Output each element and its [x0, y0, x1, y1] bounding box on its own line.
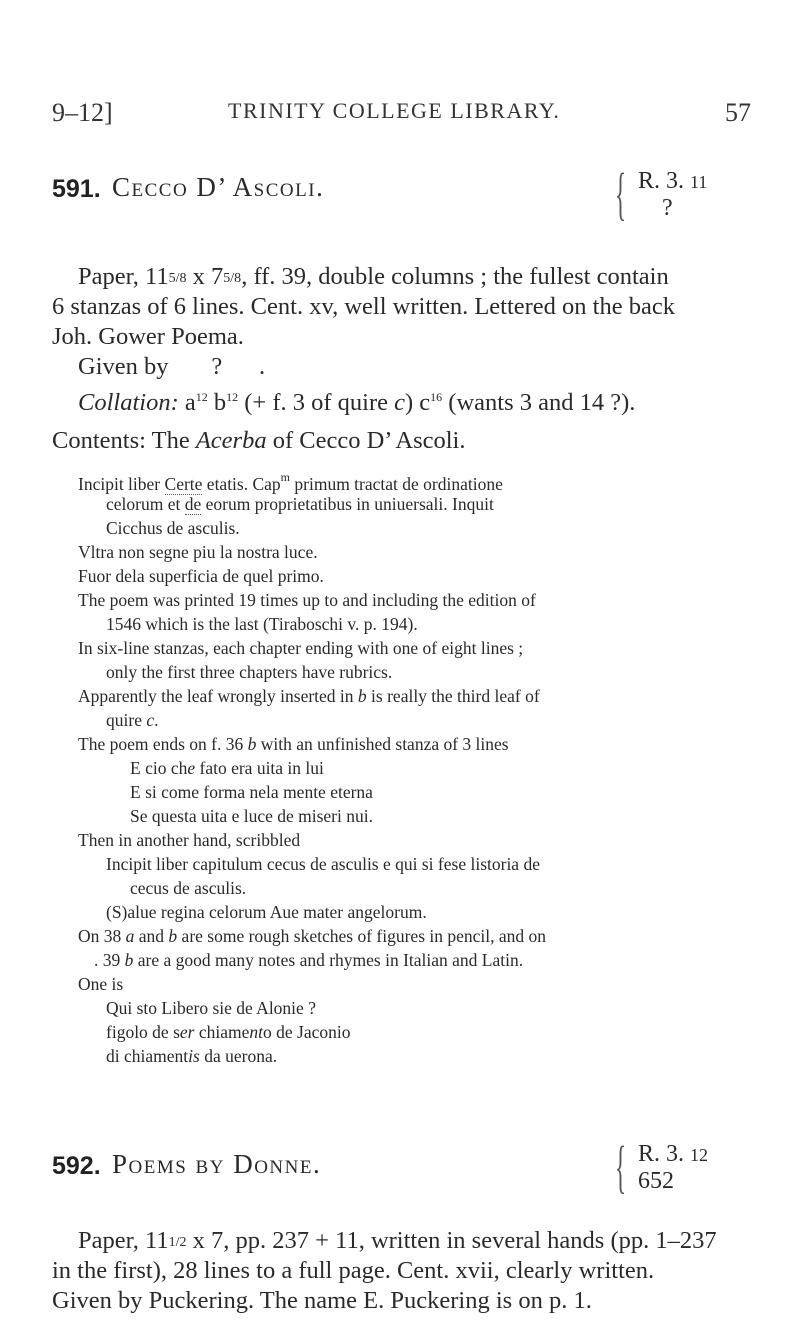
shelf-brace: { — [615, 161, 627, 226]
description-line: Joh. Gower Poema. — [52, 323, 244, 350]
entry-number: 592. — [52, 1152, 101, 1180]
description-line: Paper, 115/8 x 75/8, ff. 39, double columns ; the fullest contain — [78, 263, 669, 290]
note-line: Then in another hand, scribbled — [78, 830, 301, 850]
description-line: 6 stanzas of 6 lines. Cent. xv, well written. Lettered on the back — [52, 293, 675, 320]
note-line: Fuor dela superficia de quel primo. — [78, 566, 324, 586]
entry-number: 591. — [52, 175, 101, 203]
description-line: Paper, 111/2 x 7, pp. 237 + 11, written in several hands (pp. 1–237 — [78, 1227, 717, 1254]
contents: Contents: The Acerba of Cecco D’ Ascoli. — [52, 427, 466, 454]
note-line: On 38 a and b are some rough sketches of figures in pencil, and on — [78, 926, 547, 946]
note-line: Incipit liber capitulum cecus de asculis e qui si fese listoria de — [106, 854, 540, 874]
note-line: The poem was printed 19 times up to and including the edition of — [78, 590, 536, 610]
note-line: E cio che fato era uita in lui — [130, 758, 324, 778]
note-line: The poem ends on f. 36 b with an unfinished stanza of 3 lines — [78, 734, 509, 754]
shelfmark-bottom: ? — [662, 195, 673, 221]
note-line: E si come forma nela mente eterna — [130, 782, 373, 802]
running-header-section: 9–12] — [52, 98, 113, 127]
shelfmark-bottom: 652 — [638, 1168, 674, 1194]
note-line: Vltra non segne piu la nostra luce. — [78, 542, 318, 562]
note-line: cecus de asculis. — [130, 878, 247, 898]
note-line: One is — [78, 974, 124, 994]
note-line: Cicchus de asculis. — [106, 518, 240, 538]
note-line: In six-line stanzas, each chapter ending with one of eight lines ; — [78, 638, 524, 658]
note-line: celorum et de eorum proprietatibus in uniuersali. Inquit — [106, 494, 494, 514]
note-line: Qui sto Libero sie de Alonie ? — [106, 998, 316, 1018]
note-line: figolo de ser chiamento de Jaconio — [106, 1022, 351, 1042]
given-by: Given by ? . — [78, 353, 266, 380]
shelfmark-top: R. 3. 11 — [638, 168, 708, 194]
note-line: Incipit liber Certe etatis. Cap$^m$ primum tractat de ordinatione — [78, 470, 503, 494]
description-line: in the first), 28 lines to a full page. Cent. xvii, clearly written. — [52, 1257, 655, 1284]
note-line: quire c. — [106, 710, 159, 730]
shelf-brace: { — [615, 1134, 627, 1199]
note-line: only the first three chapters have rubrics. — [106, 662, 393, 682]
note-line: (S)alue regina celorum Aue mater angelorum. — [106, 902, 427, 922]
note-line: Apparently the leaf wrongly inserted in b is really the third leaf of — [78, 686, 540, 706]
note-line: di chiamentis da uerona. — [106, 1046, 278, 1066]
page-number: 57 — [725, 98, 751, 127]
running-header-title: TRINITY COLLEGE LIBRARY. — [228, 98, 561, 123]
shelfmark-top: R. 3. 12 — [638, 1141, 709, 1167]
entry-title: Poems by Donne. — [112, 1149, 322, 1179]
note-line: . 39 b are a good many notes and rhymes in Italian and Latin. — [94, 950, 524, 970]
entry-title: Cecco D’ Ascoli. — [112, 172, 325, 202]
description-line: Given by Puckering. The name E. Puckering is on p. 1. — [52, 1287, 592, 1314]
note-line: Se questa uita e luce de miseri nui. — [130, 806, 373, 826]
collation: Collation: $a^{12}$ $b^{12}$ (+ f. 3 of quire c) $c^{16}$ (wants 3 and 14 ?). — [78, 389, 636, 416]
note-line: 1546 which is the last (Tiraboschi v. p. 194). — [106, 614, 418, 634]
